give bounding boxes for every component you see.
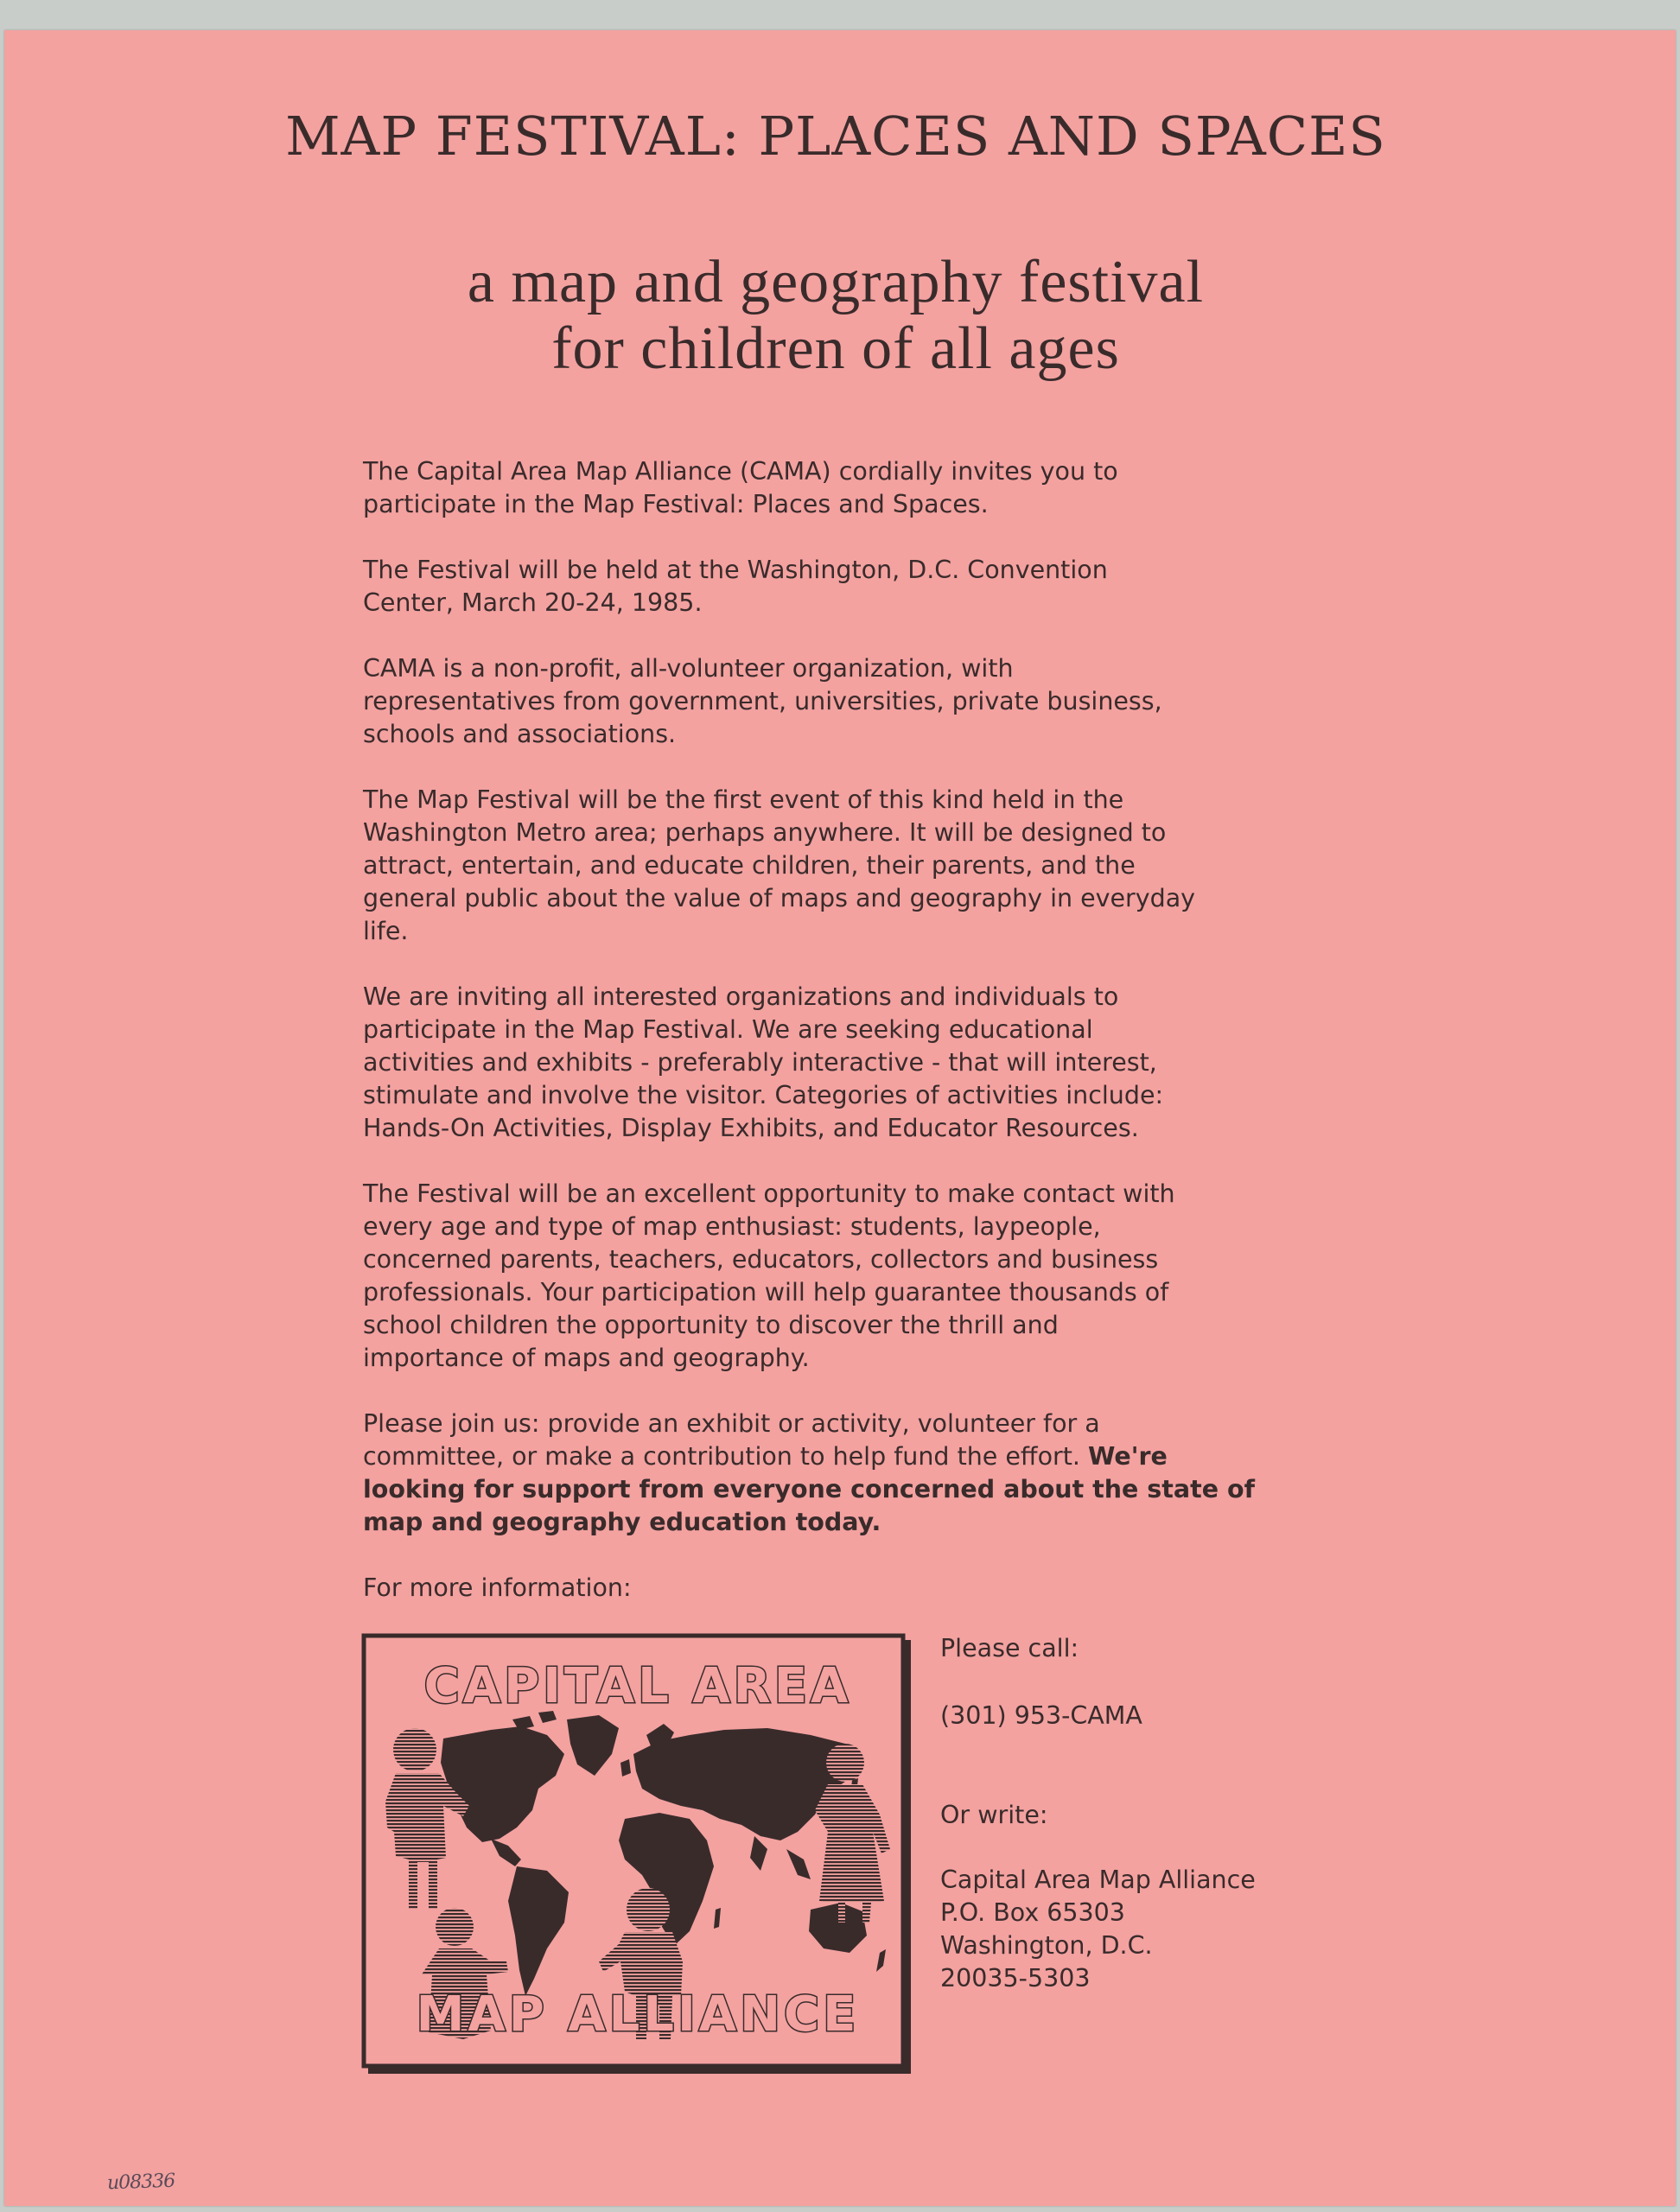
flyer-subtitle	[0, 249, 1676, 382]
body-text	[363, 455, 1331, 1572]
paragraph-first-event	[363, 784, 1331, 948]
text-line: attract, entertain, and educate children, their parents, and the	[363, 851, 1136, 880]
text-line: stimulate and involve the visitor. Categories of activities include:	[363, 1081, 1164, 1109]
paragraph-invitation	[363, 455, 1331, 521]
text-line: schools and associations.	[363, 720, 677, 748]
text-line: general public about the value of maps and geography in everyday	[363, 884, 1196, 912]
text-line: Please join us: provide an exhibit or activity, volunteer for a	[363, 1409, 1100, 1438]
text-line	[363, 1440, 1331, 1473]
text-line: professionals. Your participation will help guarantee thousands of	[363, 1278, 1169, 1306]
flyer-title: MAP FESTIVAL: PLACES AND SPACES	[285, 105, 1386, 168]
text-line: CAMA is a non-profit, all-volunteer organization, with	[363, 654, 1014, 683]
address-line: P.O. Box 65303	[940, 1898, 1125, 1927]
subtitle-line: for children of all ages	[551, 315, 1120, 382]
text-line: school children the opportunity to discover the thrill and	[363, 1311, 1059, 1339]
text-line-bold: map and geography education today.	[363, 1508, 881, 1536]
text-line: participate in the Map Festival. We are seeking educational	[363, 1015, 1093, 1044]
logo-bottom-text: MAP ALLIANCE	[416, 1986, 860, 2043]
text-line: every age and type of map enthusiast: students, laypeople,	[363, 1212, 1101, 1241]
text-line: The Map Festival will be the first event of this kind held in the	[363, 785, 1124, 814]
address-line: Capital Area Map Alliance	[940, 1866, 1256, 1894]
paragraph-inviting	[363, 981, 1331, 1145]
text-line: The Festival will be an excellent opportunity to make contact with	[363, 1179, 1175, 1208]
paragraph-location	[363, 554, 1331, 620]
text-line: Hands-On Activities, Display Exhibits, and Educator Resources.	[363, 1114, 1139, 1142]
address-line: Washington, D.C.	[940, 1931, 1153, 1960]
write-label: Or write:	[940, 1801, 1048, 1829]
text-line: Center, March 20-24, 1985.	[363, 588, 703, 617]
paragraph-opportunity	[363, 1178, 1331, 1375]
text-bold: We're	[1088, 1442, 1168, 1471]
logo-top-text: CAPITAL AREA	[423, 1658, 852, 1714]
subtitle-line: a map and geography festival	[467, 249, 1205, 315]
cama-logo	[361, 1633, 914, 2078]
paragraph-join-us	[363, 1408, 1331, 1539]
paragraph-about-cama	[363, 652, 1331, 751]
text-regular: committee, or make a contribution to help fund the effort.	[363, 1442, 1080, 1471]
text-line: importance of maps and geography.	[363, 1344, 810, 1372]
address-line: 20035-5303	[940, 1964, 1091, 1993]
call-label: Please call:	[940, 1634, 1079, 1662]
text-line-bold: looking for support from everyone concerned about the state of	[363, 1475, 1255, 1503]
phone-number: (301) 953-CAMA	[940, 1701, 1142, 1730]
text-line: Washington Metro area; perhaps anywhere. It will be designed to	[363, 818, 1167, 847]
text-line: concerned parents, teachers, educators, collectors and business	[363, 1245, 1159, 1274]
text-line: The Festival will be held at the Washington, D.C. Convention	[363, 556, 1108, 584]
text-line: life.	[363, 917, 409, 945]
text-line: participate in the Map Festival: Places and Spaces.	[363, 490, 989, 518]
contact-info	[940, 1632, 1256, 1995]
text-line: The Capital Area Map Alliance (CAMA) cordially invites you to	[363, 457, 1118, 486]
text-line: activities and exhibits - preferably interactive - that will interest,	[363, 1048, 1157, 1077]
handwritten-note: u08336	[106, 2170, 175, 2195]
more-info-label: For more information:	[363, 1573, 632, 1602]
text-line: representatives from government, universities, private business,	[363, 687, 1162, 715]
text-line: We are inviting all interested organizations and individuals to	[363, 982, 1119, 1011]
